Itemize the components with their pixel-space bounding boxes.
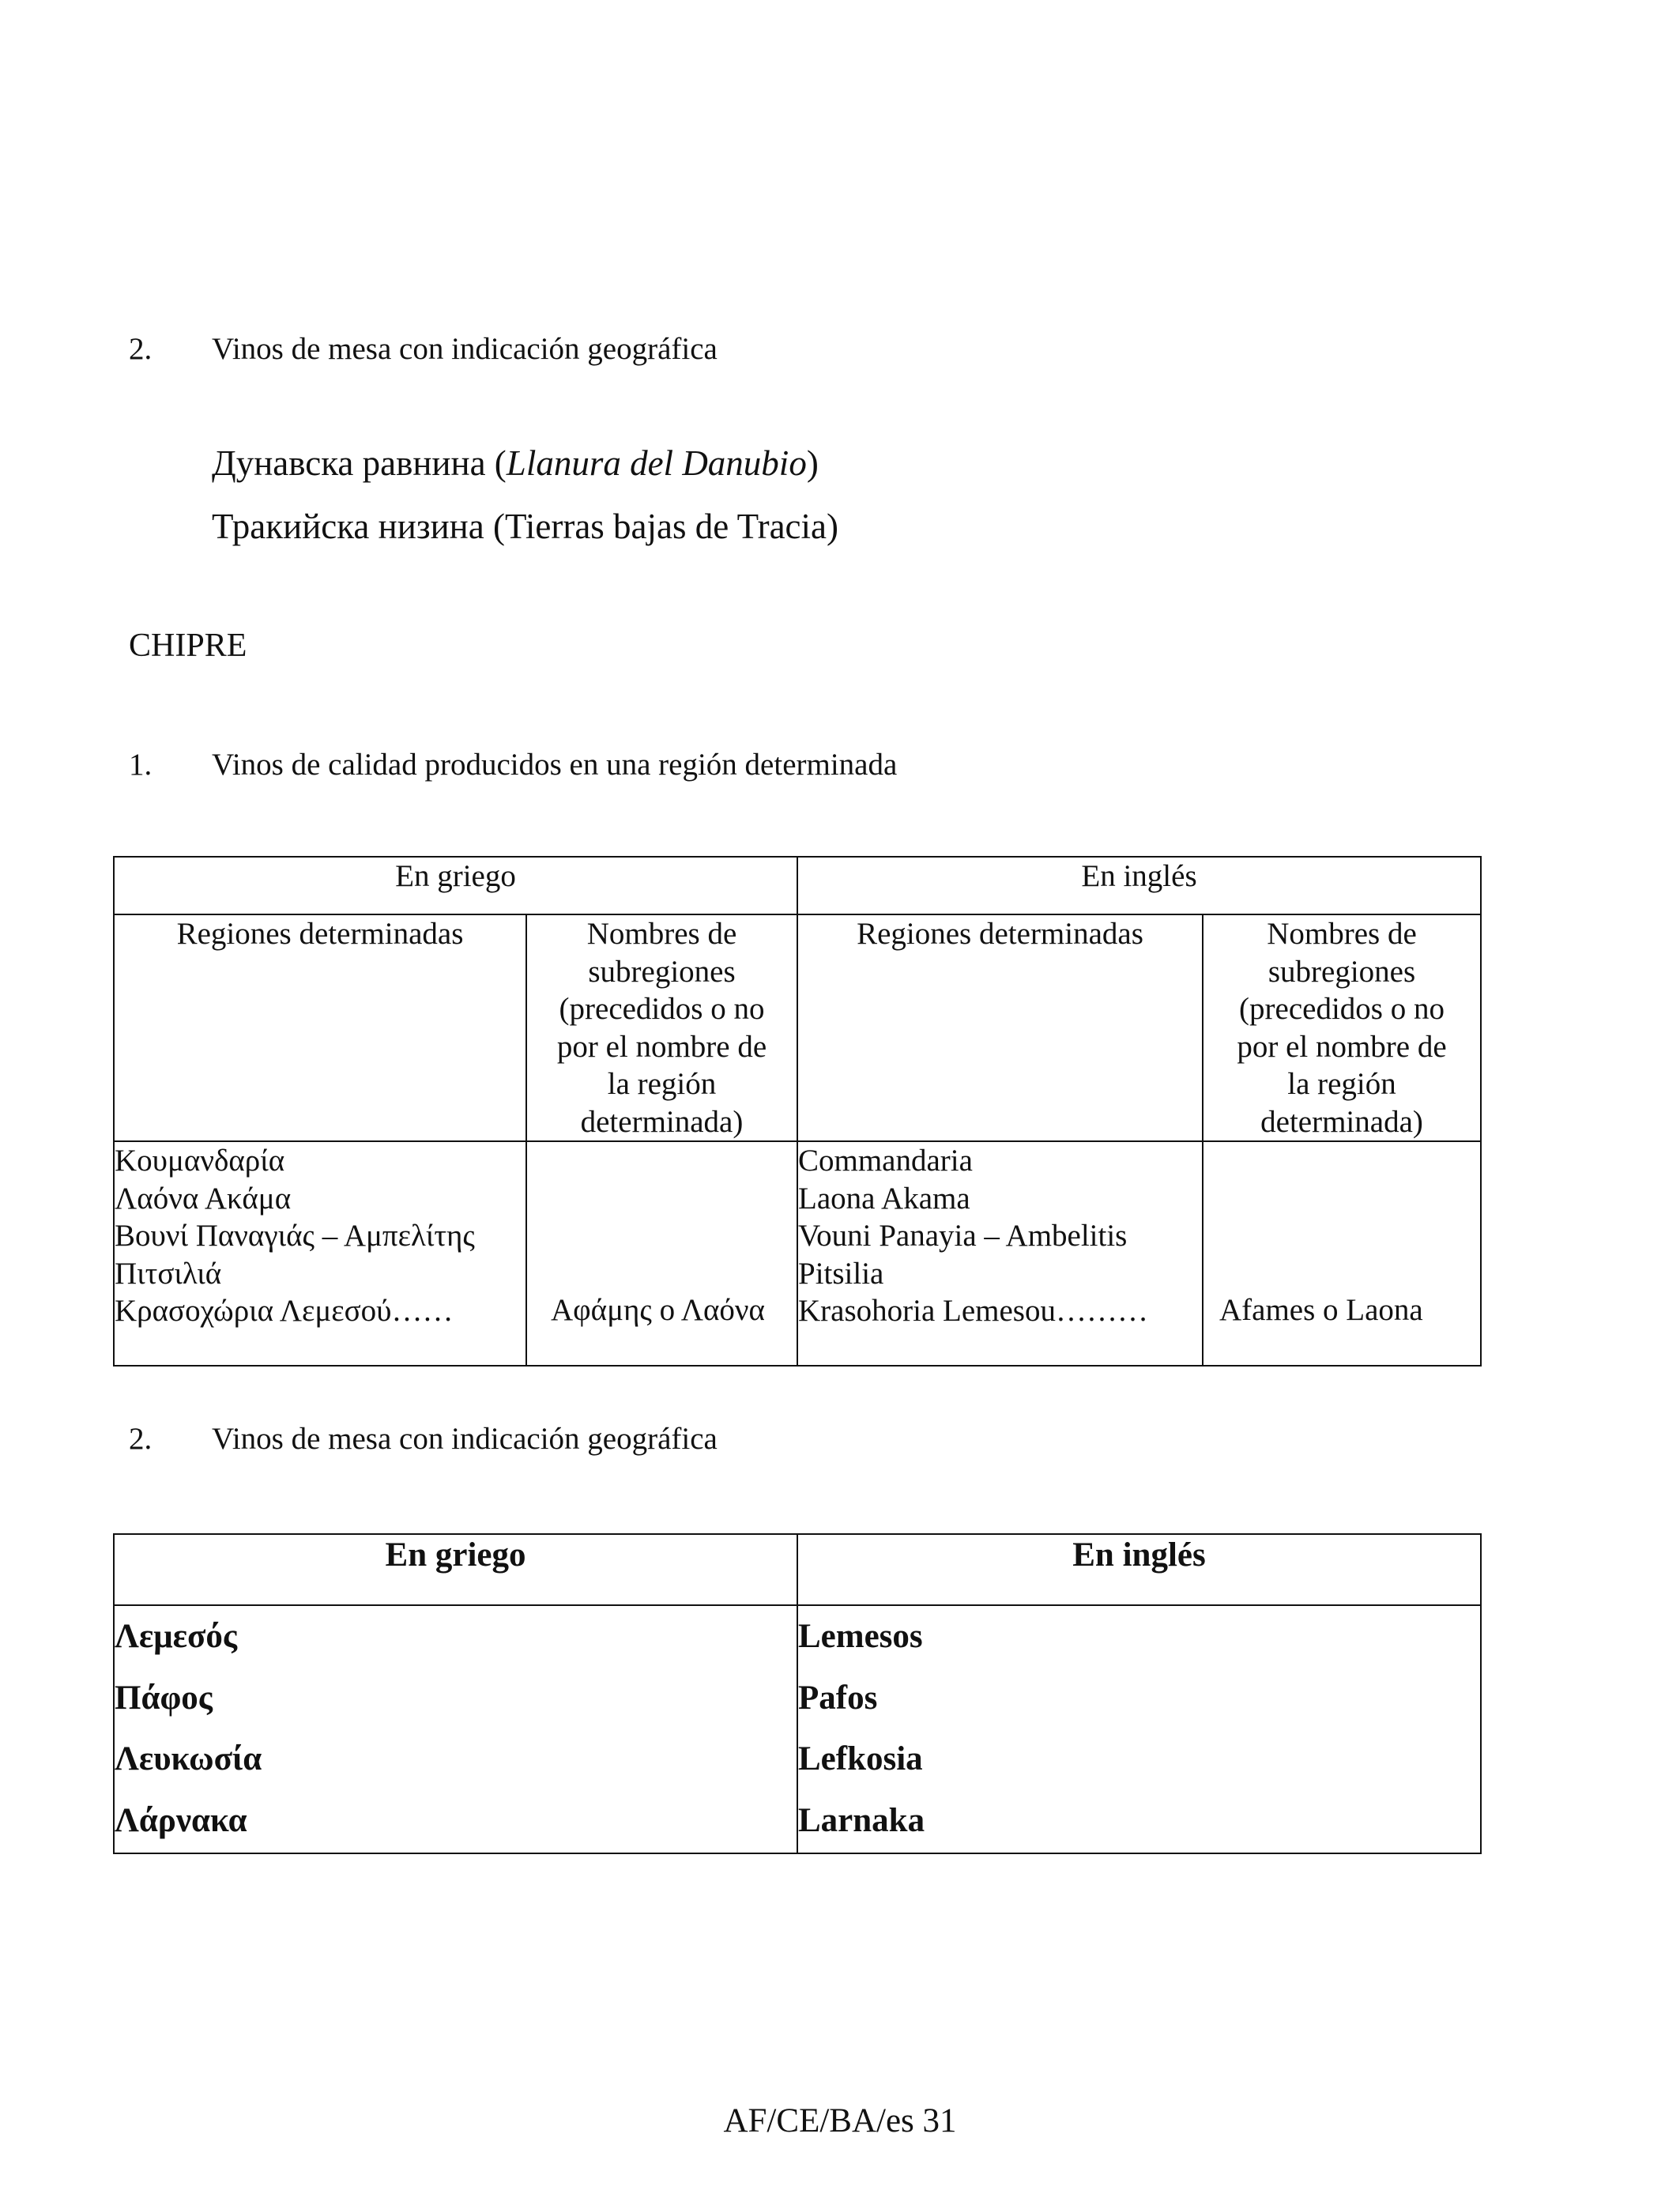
country-heading: CHIPRE: [129, 628, 247, 664]
region-name: Vouni Panayia – Ambelitis: [798, 1219, 1128, 1253]
section-number: 1.: [129, 748, 153, 782]
greek-subregion-cell: Αφάμης ο Λαόνα: [526, 1141, 797, 1366]
col-header-line: determinada): [1260, 1104, 1423, 1139]
english-regions-cell: [797, 1141, 1203, 1366]
gi-item-translation: Llanura del Danubio: [506, 443, 807, 483]
gi-name: Λευκωσία: [115, 1740, 262, 1777]
col-header-regions-greek: [114, 914, 526, 1141]
col-header-subregions-greek: [526, 914, 797, 1141]
col-header-line: (precedidos o no: [1239, 992, 1445, 1026]
gi-name: Lefkosia: [798, 1740, 923, 1777]
col-header-line: por el nombre de: [556, 1029, 767, 1064]
group-header-greek: En griego: [114, 857, 797, 914]
gi-name: Λεμεσός: [115, 1618, 237, 1655]
col-header-line: por el nombre de: [1237, 1029, 1447, 1064]
region-name: Commandaria: [798, 1144, 973, 1178]
gi-name: Λάρνακα: [115, 1801, 247, 1839]
col-header-line: subregiones: [1268, 954, 1416, 989]
group-header-english: En inglés: [797, 857, 1481, 914]
col-header-regions-english: [797, 914, 1203, 1141]
region-name: Βουνί Παναγιάς – Αμπελίτης: [115, 1219, 475, 1253]
page-footer: AF/CE/BA/es 31: [723, 2102, 957, 2139]
region-name: Κρασοχώρια Λεμεσού……: [115, 1294, 454, 1328]
gi-item-thrace: Тракийска низина (Tierras bajas de Tracia): [212, 507, 838, 546]
col-header-line: determinada): [580, 1104, 744, 1139]
section-heading: Vinos de calidad producidos en una región determinada: [212, 748, 898, 782]
english-subregion-cell: Afames o Laona: [1203, 1141, 1481, 1366]
region-name: Pitsilia: [798, 1256, 884, 1291]
quality-wines-table: [113, 856, 1482, 1367]
col-header-line: (precedidos o no: [559, 992, 765, 1026]
col-header-subregions-english: [1203, 914, 1481, 1141]
region-name: Λαόνα Ακάμα: [115, 1181, 292, 1216]
col-header-line: Regiones determinadas: [176, 917, 464, 951]
section-number: 2.: [129, 332, 153, 366]
english-names-cell: [797, 1605, 1481, 1853]
table-wines-gi-table: [113, 1533, 1482, 1854]
greek-names-cell: [114, 1605, 797, 1853]
gi-name: Lemesos: [798, 1618, 923, 1655]
col-header-line: la región: [1287, 1067, 1396, 1101]
region-name: Κουμανδαρία: [115, 1144, 285, 1178]
section-heading: Vinos de mesa con indicación geográfica: [212, 1422, 718, 1456]
col-header-line: Nombres de: [586, 917, 737, 951]
gi-item-close: ): [806, 443, 819, 483]
gi-name: Πάφος: [115, 1679, 213, 1717]
greek-regions-cell: [114, 1141, 526, 1366]
region-name: Πιτσιλιά: [115, 1256, 222, 1291]
header-english: En inglés: [797, 1534, 1481, 1605]
section-number: 2.: [129, 1422, 153, 1456]
section-heading: Vinos de mesa con indicación geográfica: [212, 332, 718, 366]
gi-name: Pafos: [798, 1679, 878, 1717]
col-header-line: Regiones determinadas: [857, 917, 1143, 951]
region-name: Krasohoria Lemesou………: [798, 1294, 1148, 1328]
gi-name: Larnaka: [798, 1801, 925, 1839]
gi-item-cyrillic: Дунавска равнина (: [212, 443, 507, 483]
region-name: Laona Akama: [798, 1181, 970, 1216]
gi-item-danube: [212, 432, 819, 495]
header-greek: En griego: [114, 1534, 797, 1605]
col-header-line: la región: [607, 1067, 717, 1101]
col-header-line: subregiones: [588, 954, 736, 989]
col-header-line: Nombres de: [1267, 917, 1417, 951]
